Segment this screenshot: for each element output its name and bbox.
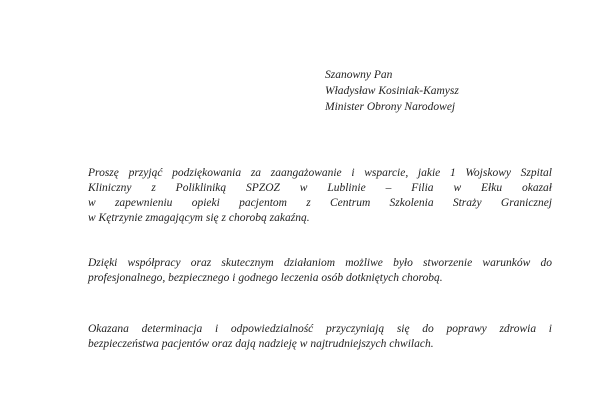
paragraph-line: profesjonalnego, bezpiecznego i godnego leczenia osób dotkniętych chorobą. — [88, 272, 443, 284]
paragraph-line: w Kętrzynie zmagającym się z chorobą zakaźną. — [88, 212, 310, 224]
recipient-block — [325, 67, 459, 115]
recipient-salutation: Szanowny Pan — [325, 69, 393, 81]
paragraph-line: w zapewnieniu opieki pacjentom z Centrum Szkolenia Straży Granicznej — [88, 197, 552, 209]
paragraph-line: Dzięki współpracy oraz skutecznym działaniom możliwe było stworzenie warunków do — [88, 257, 552, 269]
paragraph-line: Proszę przyjąć podziękowania za zaangażowanie i wsparcie, jakie 1 Wojskowy Szpital — [88, 167, 552, 179]
paragraph-thanks — [88, 166, 552, 226]
recipient-title: Minister Obrony Narodowej — [325, 101, 456, 113]
paragraph-determination — [88, 322, 552, 352]
paragraph-line: bezpieczeństwa pacjentów oraz dają nadzieję w najtrudniejszych chwilach. — [88, 338, 434, 350]
paragraph-line: Okazana determinacja i odpowiedzialność przyczyniają się do poprawy zdrowia i — [88, 323, 552, 335]
paragraph-cooperation — [88, 256, 552, 286]
recipient-name: Władysław Kosiniak-Kamysz — [325, 85, 459, 97]
paragraph-line: Kliniczny z Polikliniką SPZOZ w Lublinie – Filia w Ełku okazał — [88, 182, 552, 194]
